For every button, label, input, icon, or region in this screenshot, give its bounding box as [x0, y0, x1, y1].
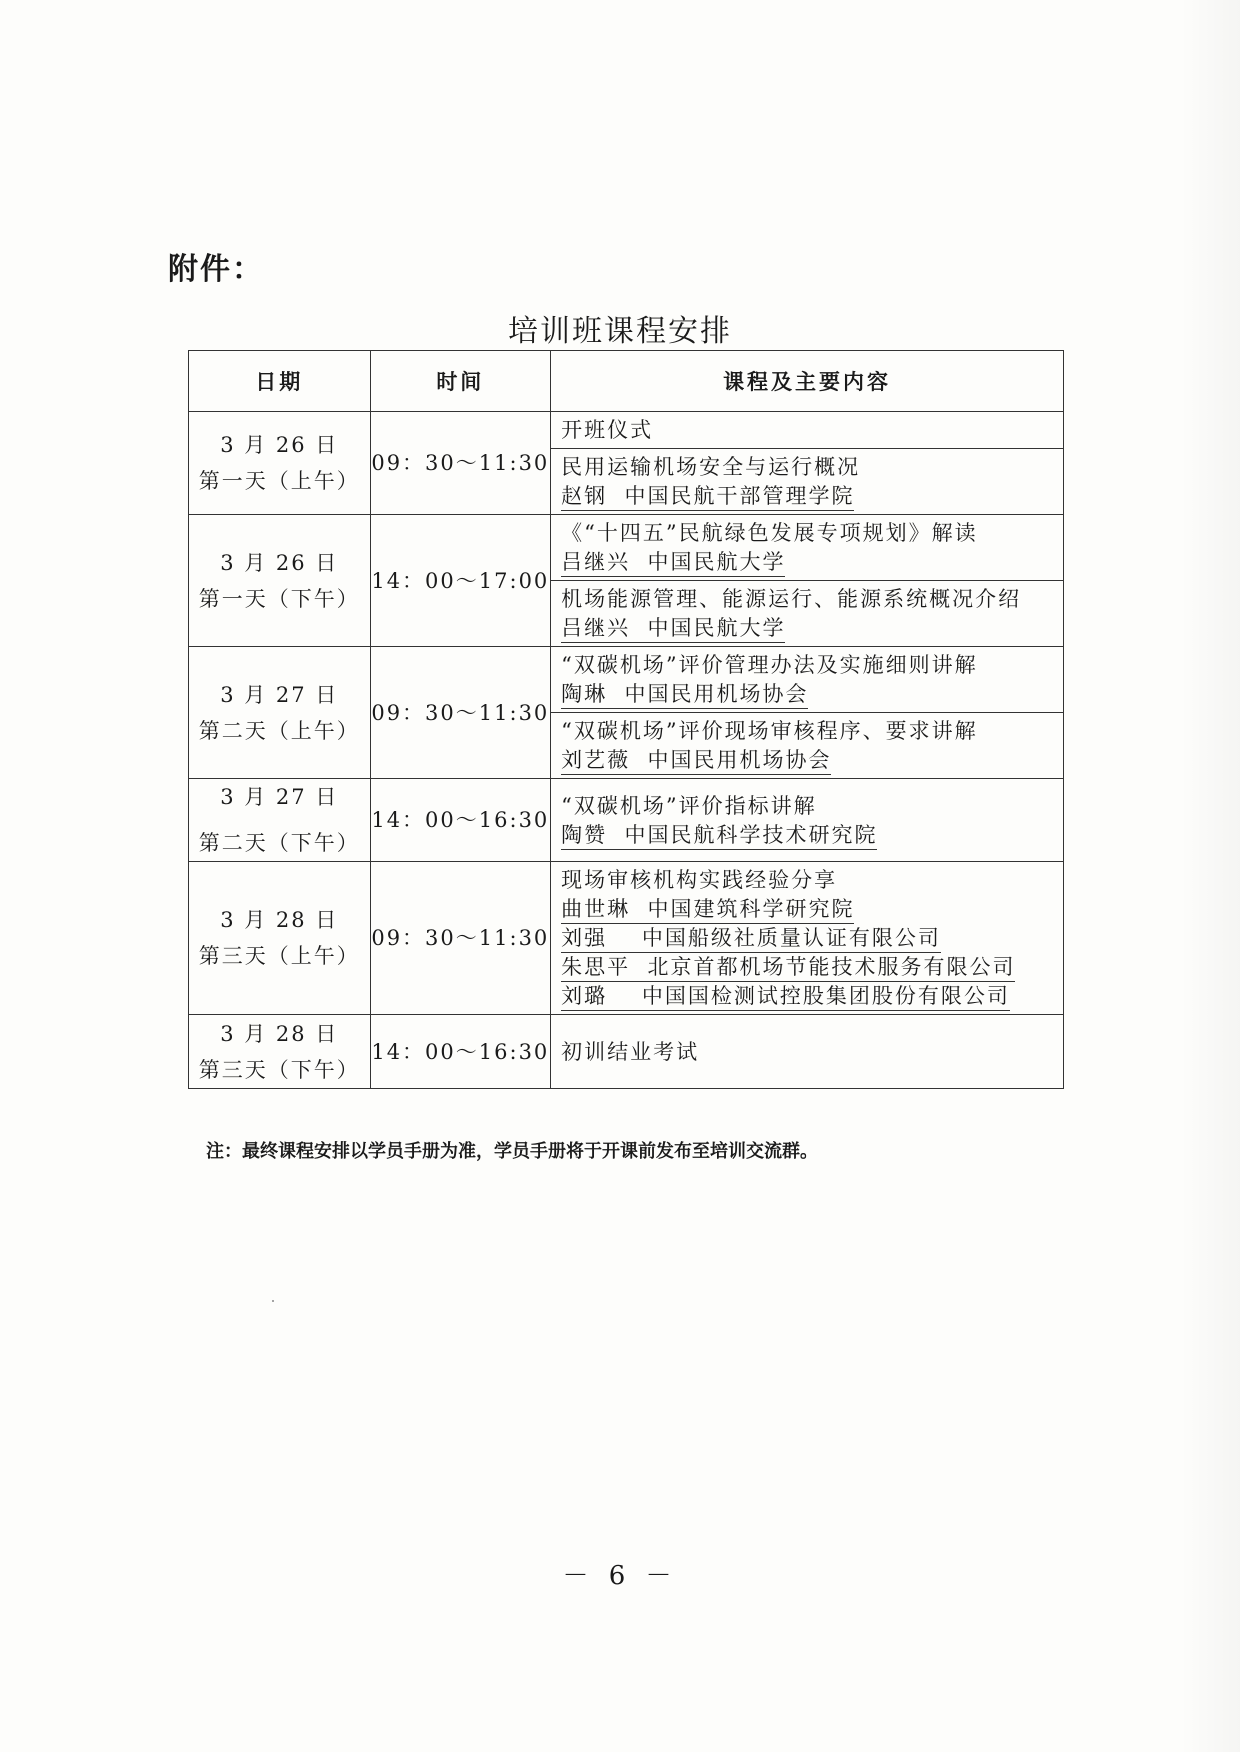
speaker-line	[561, 895, 1057, 924]
date-cell	[189, 1015, 371, 1089]
time-cell: 09：30～11:30	[370, 862, 551, 1015]
day-text: 第一天（下午）	[198, 586, 360, 611]
course-title: 《“十四五”民航绿色发展专项规划》解读	[561, 521, 978, 545]
header-content: 课程及主要内容	[551, 351, 1064, 412]
content-cell	[551, 779, 1064, 862]
speaker-name: 陶赞 中国民航科学技术研究院	[561, 821, 877, 850]
course-title: 民用运输机场安全与运行概况	[561, 455, 861, 479]
date-text: 3 月 27 日	[220, 785, 339, 809]
speaker-name: 吕继兴 中国民航大学	[561, 614, 785, 643]
table-row	[189, 779, 1064, 862]
schedule-table	[188, 350, 1064, 1089]
table-row	[189, 1015, 1064, 1089]
speaker-name: 曲世琳 中国建筑科学研究院	[561, 895, 854, 924]
date-text: 3 月 28 日	[220, 908, 339, 932]
speaker-name: 刘强 中国船级社质量认证有限公司	[561, 924, 941, 953]
course-title: “双碳机场”评价指标讲解	[561, 793, 817, 818]
footnote: 注：最终课程安排以学员手册为准，学员手册将于开课前发布至培训交流群。	[206, 1141, 818, 1162]
attachment-label: 附件：	[168, 252, 264, 287]
time-cell: 14：00～16:30	[370, 779, 551, 862]
content-cell	[551, 1015, 1064, 1089]
speaker-line	[561, 614, 1057, 643]
header-time: 时间	[370, 351, 551, 412]
day-text: 第三天（上午）	[198, 944, 360, 968]
course-block	[551, 788, 1063, 853]
time-cell: 14：00～16:30	[370, 1015, 551, 1089]
header-date: 日期	[189, 351, 371, 412]
speaker-name: 刘璐 中国国检测试控股集团股份有限公司	[561, 982, 1010, 1011]
scan-speck	[272, 1300, 274, 1302]
content-cell	[551, 412, 1064, 515]
date-text: 3 月 26 日	[220, 550, 339, 575]
page-edge-shadow	[1180, 0, 1240, 1752]
time-cell: 09：30～11:30	[370, 412, 551, 515]
speaker-line	[561, 924, 1057, 953]
table-row	[189, 862, 1064, 1015]
date-cell	[189, 412, 371, 515]
course-block	[551, 515, 1063, 581]
date-text: 3 月 26 日	[220, 433, 339, 457]
speaker-line	[561, 953, 1057, 982]
day-text: 第三天（下午）	[198, 1057, 360, 1082]
course-title: “双碳机场”评价管理办法及实施细则讲解	[561, 653, 978, 677]
time-cell: 14：00～17:00	[370, 515, 551, 647]
table-header-row	[189, 351, 1064, 412]
course-block	[551, 449, 1063, 514]
speaker-line	[561, 680, 1057, 709]
day-text: 第一天（上午）	[198, 469, 360, 493]
page-number: － 6 －	[562, 1561, 678, 1591]
day-text: 第二天（下午）	[198, 831, 360, 855]
speaker-name: 朱思平 北京首都机场节能技术服务有限公司	[561, 953, 1015, 982]
course-block	[551, 412, 1063, 449]
date-text: 3 月 27 日	[220, 682, 339, 707]
speaker-name: 赵钢 中国民航干部管理学院	[561, 482, 854, 511]
content-cell	[551, 862, 1064, 1015]
speaker-line	[561, 548, 1057, 577]
date-cell	[189, 779, 371, 862]
content-cell	[551, 647, 1064, 779]
course-title: 开班仪式	[561, 418, 654, 442]
date-text: 3 月 28 日	[220, 1021, 339, 1046]
speaker-name: 陶琳 中国民用机场协会	[561, 680, 808, 709]
time-cell: 09：30～11:30	[370, 647, 551, 779]
date-cell	[189, 862, 371, 1015]
course-title: 现场审核机构实践经验分享	[561, 868, 838, 892]
course-title: 初训结业考试	[561, 1039, 700, 1064]
table-row	[189, 647, 1064, 779]
course-title: 机场能源管理、能源运行、能源系统概况介绍	[561, 587, 1022, 611]
course-block	[551, 581, 1063, 646]
speaker-line	[561, 821, 1057, 850]
speaker-line	[561, 746, 1057, 775]
course-block	[551, 1034, 1063, 1070]
page-title: 培训班课程安排	[508, 314, 732, 349]
table-row	[189, 515, 1064, 647]
course-block	[551, 713, 1063, 778]
speaker-line	[561, 982, 1057, 1011]
speaker-name: 刘艺薇 中国民用机场协会	[561, 746, 831, 775]
speaker-line	[561, 482, 1057, 511]
table-row	[189, 412, 1064, 515]
day-text: 第二天（上午）	[198, 718, 360, 743]
date-cell	[189, 515, 371, 647]
course-block	[551, 647, 1063, 713]
course-title: “双碳机场”评价现场审核程序、要求讲解	[561, 719, 978, 743]
speaker-name: 吕继兴 中国民航大学	[561, 548, 785, 577]
course-block	[551, 862, 1063, 1014]
content-cell	[551, 515, 1064, 647]
date-cell	[189, 647, 371, 779]
